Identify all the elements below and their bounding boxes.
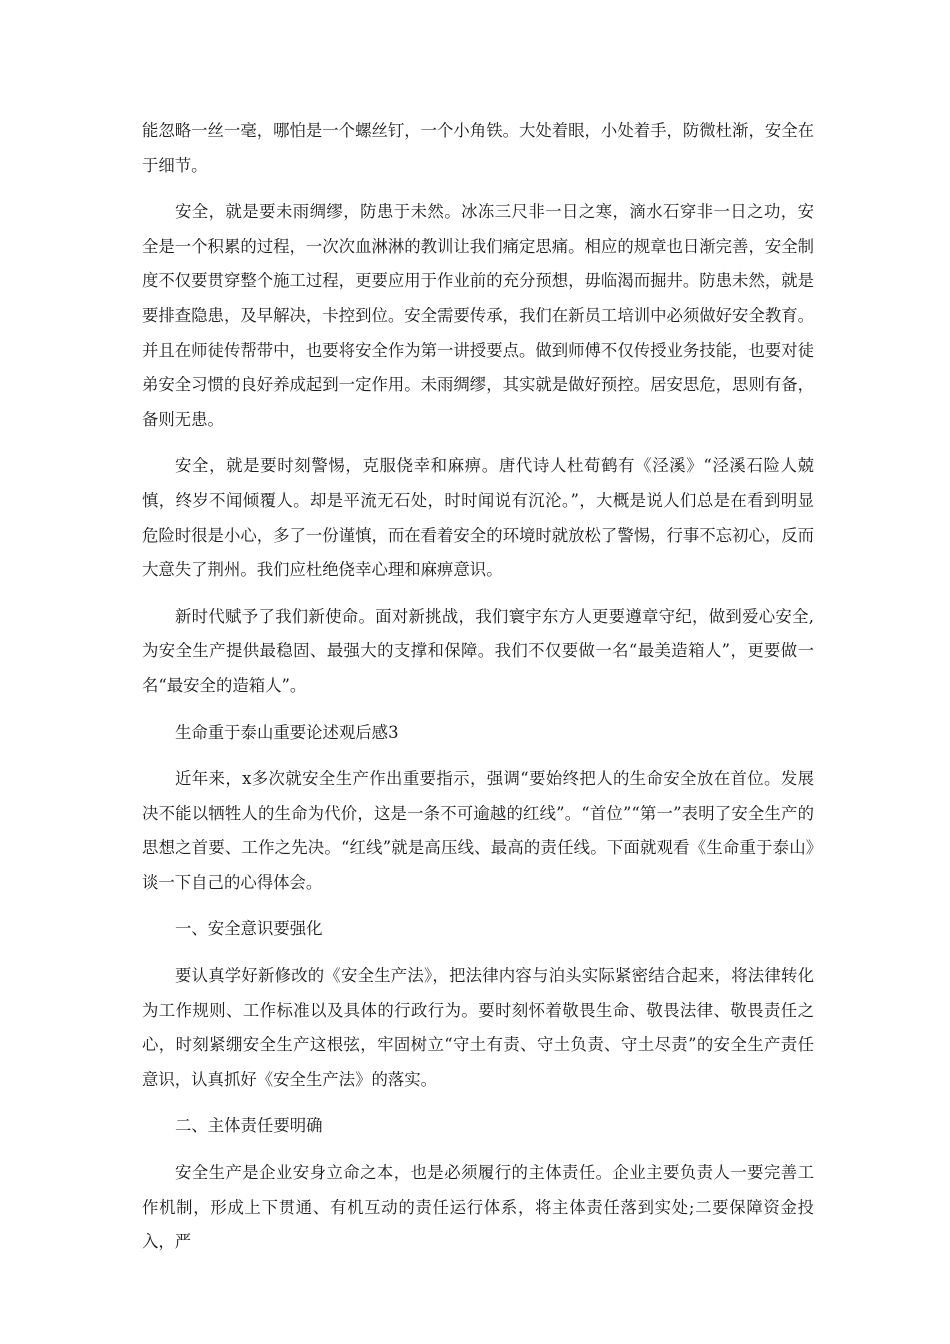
paragraph-safety-details: 能忽略一丝一毫，哪怕是一个螺丝钉，一个小角铁。大处着眼，小处着手，防微杜渐，安全在于细节。 — [142, 121, 815, 175]
paragraph-enterprise-responsibility: 安全生产是企业安身立命之本，也是必须履行的主体责任。企业主要负责人一要完善工作机制，形成上下贯通、有机互动的责任运行体系，将主体责任落到实处;二要保障资金投入，严 — [142, 1163, 814, 1252]
paragraph-new-mission: 新时代赋予了我们新使命。面对新挑战，我们寰宇东方人更要遵章守纪，做到爱心安全,为安全生产提供最稳固、最强大的支撑和保障。我们不仅要做一名“最美造箱人”，更要做一名“最安全的造箱人”。 — [142, 606, 814, 695]
subheading-safety-awareness: 一、安全意识要强化 — [175, 919, 323, 939]
paragraph-prevention: 安全，就是要未雨绸缪，防患于未然。冰冻三尺非一日之寒，滴水石穿非一日之功，安全是一个积累的过程，一次次血淋淋的教训让我们痛定思痛。相应的规章也日渐完善，安全制度不仅要贯穿整个施工过程，更要应用于作业前的充分预想，毋临渴而掘井。防患未然，就是要排查隐患，及早解决，卡控到位。安全需要传承，我们在新员工培训中必须做好安全教育。并且在师徒传帮带中，也要将安全作为第一讲授要点。做到师傅不仅传授业务技能，也要对徒弟安全习惯的良好养成起到一定作用。未雨绸缪，其实就是做好预控。居安思危，思则有备，备则无患。 — [142, 202, 815, 429]
section-title: 生命重于泰山重要论述观后感3 — [175, 722, 399, 742]
subheading-main-responsibility: 二、主体责任要明确 — [175, 1116, 323, 1136]
paragraph-safety-law: 要认真学好新修改的《安全生产法》，把法律内容与泊头实际紧密结合起来，将法律转化为工作规则、工作标准以及具体的行政行为。要时刻怀着敬畏生命、敬畏法律、敬畏责任之心，时刻紧绷安全生产这根弦，牢固树立“守土有责、守土负责、守土尽责”的安全生产责任意识，认真抓好《安全生产法》的落实。 — [142, 966, 814, 1089]
document-body — [142, 114, 814, 1272]
paragraph-vigilance: 安全，就是要时刻警惕，克服侥幸和麻痹。唐代诗人杜荀鹤有《泾溪》“泾溪石险人兢慎，终岁不闻倾覆人。却是平流无石处，时时闻说有沉沦。”，大概是说人们总是在看到明显危险时很是小心，多了一份谨慎，而在看着安全的环境时就放松了警惕，行事不忘初心，反而大意失了荆州。我们应杜绝侥幸心理和麻痹意识。 — [142, 456, 815, 580]
paragraph-introduction: 近年来，x多次就安全生产作出重要指示，强调“要始终把人的生命安全放在首位。发展决不能以牺牲人的生命为代价，这是一条不可逾越的红线”。“首位”“第一”表明了安全生产的思想之首要、工作之先决。“红线”就是高压线、最高的责任线。下面就观看《生命重于泰山》谈一下自己的心得体会。 — [142, 769, 814, 892]
